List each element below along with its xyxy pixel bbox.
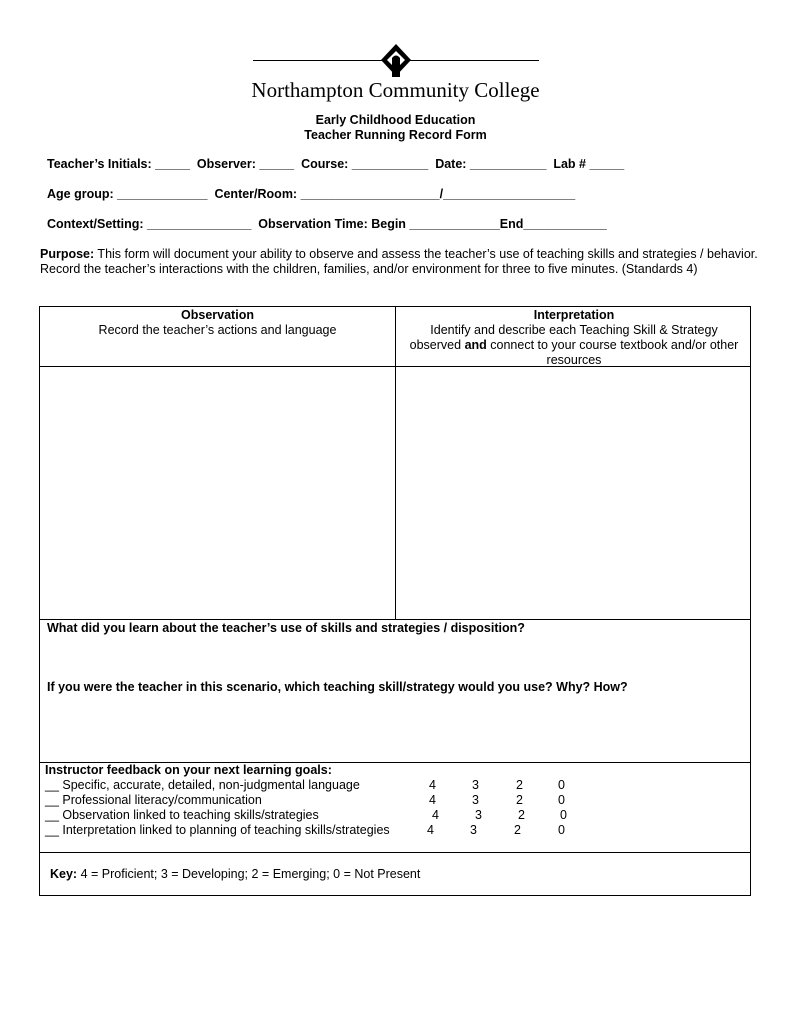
score-0[interactable]: 0 bbox=[558, 778, 565, 792]
logo-rule-left bbox=[253, 60, 383, 61]
context-time-fields[interactable]: Context/Setting: _______________ Observation Time: Begin _____________End____________ bbox=[47, 217, 607, 231]
feedback-item-label: __ Observation linked to teaching skills/strategies bbox=[45, 808, 319, 822]
score-4[interactable]: 4 bbox=[429, 778, 436, 792]
score-2[interactable]: 2 bbox=[514, 823, 521, 837]
logo-rule-right bbox=[410, 60, 539, 61]
score-3[interactable]: 3 bbox=[472, 793, 479, 807]
score-4[interactable]: 4 bbox=[427, 823, 434, 837]
observation-subtitle: Record the teacher’s actions and language bbox=[98, 323, 337, 337]
feedback-item-label: __ Professional literacy/communication bbox=[45, 793, 262, 807]
interpretation-subtitle bbox=[397, 323, 751, 368]
feedback-item[interactable] bbox=[45, 823, 565, 838]
score-3[interactable]: 3 bbox=[472, 778, 479, 792]
teacher-info-fields[interactable]: Teacher’s Initials: _____ Observer: _____ Course: ___________ Date: ___________ Lab # _____ bbox=[47, 157, 625, 171]
score-0[interactable]: 0 bbox=[558, 823, 565, 837]
observation-title: Observation bbox=[181, 308, 254, 322]
interpretation-header bbox=[397, 308, 751, 368]
key-text: 4 = Proficient; 3 = Developing; 2 = Emerging; 0 = Not Present bbox=[77, 867, 421, 881]
form-title: Teacher Running Record Form bbox=[304, 128, 487, 142]
observation-notes-area[interactable] bbox=[41, 367, 394, 618]
score-0[interactable]: 0 bbox=[560, 808, 567, 822]
key-label: Key: bbox=[50, 867, 78, 881]
interpretation-title: Interpretation bbox=[533, 308, 615, 322]
interpretation-subtitle-bold: and bbox=[464, 338, 487, 352]
reflection-question-1: What did you learn about the teacher’s use of skills and strategies / disposition? bbox=[47, 621, 525, 635]
feedback-title: Instructor feedback on your next learning goals: bbox=[45, 763, 332, 777]
college-name: Northampton Community College bbox=[251, 78, 540, 102]
column-divider bbox=[395, 307, 396, 619]
observation-header bbox=[40, 308, 395, 338]
rating-key bbox=[50, 867, 420, 881]
college-logo-icon bbox=[380, 43, 412, 77]
form-program-title: Early Childhood Education bbox=[315, 113, 476, 127]
age-center-fields[interactable]: Age group: _____________ Center/Room: ____________________/___________________ bbox=[47, 187, 576, 201]
score-2[interactable]: 2 bbox=[516, 778, 523, 792]
score-4[interactable]: 4 bbox=[432, 808, 439, 822]
feedback-item[interactable] bbox=[45, 778, 565, 793]
feedback-item-label: __ Specific, accurate, detailed, non-judgmental language bbox=[45, 778, 360, 792]
reflection-question-2: If you were the teacher in this scenario, which teaching skill/strategy would you use? Why? How? bbox=[47, 680, 628, 694]
purpose-label: Purpose: bbox=[40, 247, 95, 261]
interpretation-subtitle-part2: connect to your course textbook and/or other resources bbox=[486, 338, 739, 367]
interpretation-subtitle-part1: Identify and describe each Teaching Skill & Strategy observed bbox=[409, 323, 718, 352]
record-table bbox=[39, 306, 751, 896]
score-0[interactable]: 0 bbox=[558, 793, 565, 807]
feedback-item-label: __ Interpretation linked to planning of teaching skills/strategies bbox=[45, 823, 390, 837]
score-2[interactable]: 2 bbox=[518, 808, 525, 822]
instructor-feedback bbox=[45, 763, 567, 838]
score-2[interactable]: 2 bbox=[516, 793, 523, 807]
purpose-text: This form will document your ability to observe and assess the teacher’s use of teaching skills and strategies / behavior. Record the teacher’s interactions with the children, families, and/or environment for three to five minutes. (Standards 4) bbox=[40, 247, 758, 276]
score-3[interactable]: 3 bbox=[475, 808, 482, 822]
notes-row-divider bbox=[40, 619, 750, 620]
score-4[interactable]: 4 bbox=[429, 793, 436, 807]
feedback-row-divider bbox=[40, 852, 750, 853]
score-3[interactable]: 3 bbox=[470, 823, 477, 837]
feedback-item[interactable] bbox=[45, 793, 565, 808]
purpose-paragraph bbox=[40, 247, 765, 277]
interpretation-notes-area[interactable] bbox=[397, 367, 750, 618]
feedback-item[interactable] bbox=[45, 808, 567, 823]
